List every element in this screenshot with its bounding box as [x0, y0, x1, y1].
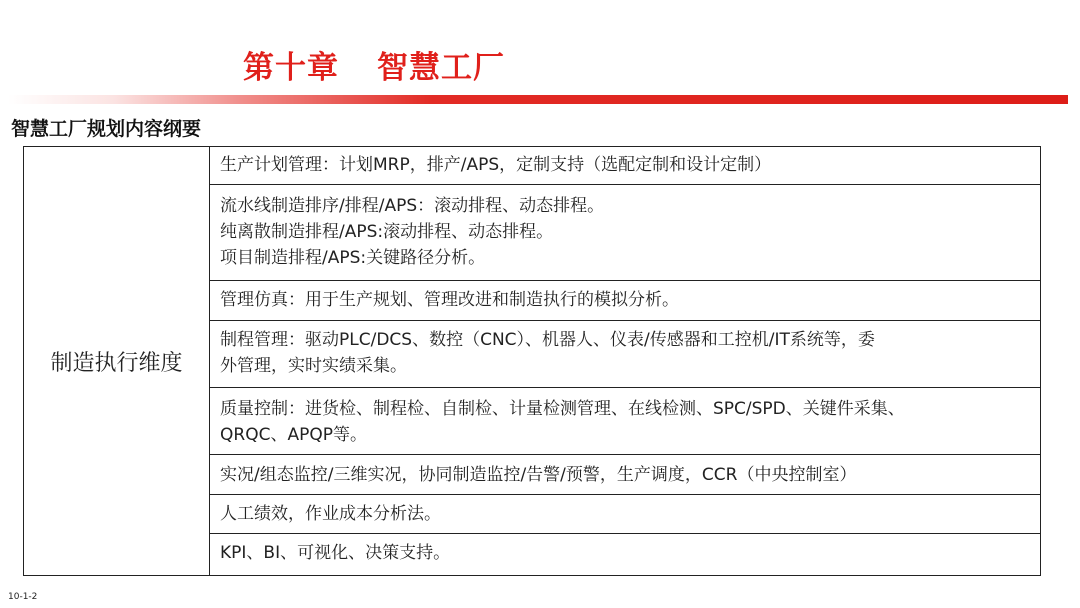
content-rows [210, 147, 1040, 575]
table-row [210, 455, 1040, 495]
table-row [210, 281, 1040, 321]
row-text: 管理仿真：用于生产规划、管理改进和制造执行的模拟分析。 [220, 290, 679, 310]
page-code: 10-1-2 [8, 592, 38, 602]
chapter-label: 第十章 [243, 50, 339, 86]
row-text: 制程管理：驱动PLC/DCS、数控（CNC）、机器人、仪表/传感器和工控机/IT系统等，委 [220, 330, 875, 350]
chapter-title: 智慧工厂 [377, 50, 505, 86]
row-text: 流水线制造排序/排程/APS：滚动排程、动态排程。 [220, 196, 605, 216]
row-text: 实况/组态监控/三维实况，协同制造监控/告警/预警，生产调度，CCR（中央控制室） [220, 465, 857, 485]
table-row [210, 388, 1040, 455]
row-text: 质量控制：进货检、制程检、自制检、计量检测管理、在线检测、SPC/SPD、关键件采集、 [220, 399, 905, 419]
page-title [243, 42, 505, 87]
table-row [210, 185, 1040, 281]
table-row [210, 147, 1040, 185]
row-text: 人工绩效，作业成本分析法。 [220, 504, 441, 524]
row-text: 外管理，实时实绩采集。 [220, 356, 407, 376]
outline-table [23, 146, 1041, 576]
table-row [210, 495, 1040, 534]
table-row [210, 321, 1040, 388]
section-subtitle: 智慧工厂规划内容纲要 [11, 118, 202, 140]
dimension-cell: 制造执行维度 [24, 147, 210, 575]
row-text: 生产计划管理：计划MRP，排产/APS，定制支持（选配定制和设计定制） [220, 155, 772, 175]
title-divider [8, 95, 1068, 104]
row-text: QRQC、APQP等。 [220, 425, 367, 445]
row-text: KPI、BI、可视化、决策支持。 [220, 543, 451, 563]
row-text: 纯离散制造排程/APS:滚动排程、动态排程。 [220, 222, 554, 242]
row-text: 项目制造排程/APS:关键路径分析。 [220, 248, 486, 268]
table-row [210, 534, 1040, 574]
